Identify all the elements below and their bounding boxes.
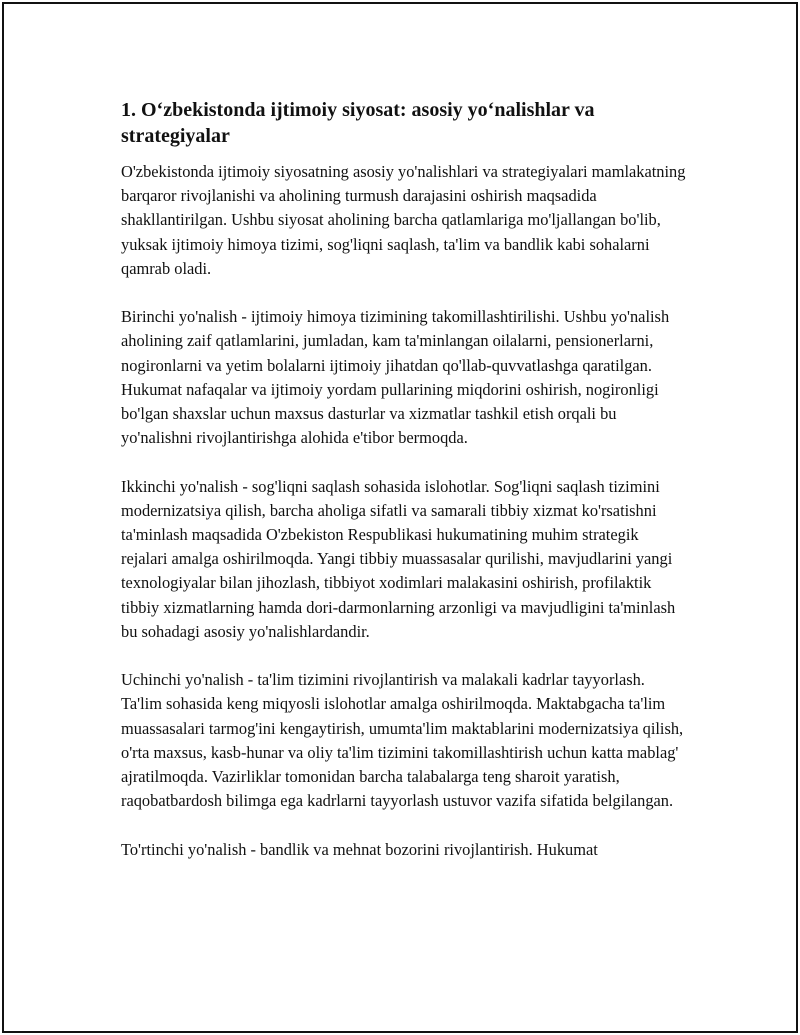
paragraph-intro: O'zbekistonda ijtimoiy siyosatning asosiy yo'nalishlari va strategiyalari mamlakatning barqaror rivojlanishi va aholining turmush darajasini oshirish maqsadida shakllantirilgan. Ushbu siyosat aholining barcha qatlamlariga mo'ljallangan bo'lib, yuksak ijtimoiy himoya tizimi, sog'liqni saqlash, ta'lim va bandlik kabi sohalarni qamrab oladi.: [121, 162, 686, 278]
paragraph-healthcare: Ikkinchi yo'nalish - sog'liqni saqlash sohasida islohotlar. Sog'liqni saqlash tizimini modernizatsiya qilish, barcha aholiga sifatli va samarali tibbiy xizmat ko'rsatishni ta'minlash maqsadida O'zbekiston Respublikasi hukumatining muhim strategik rejalari amalga oshirilmoqda. Yangi tibbiy muassasalar qurilishi, mavjudlarini yangi texnologiyalar bilan jihozlash, tibbiyot xodimlari malakasini oshirish, profilaktik tibbiy xizmatlarning hamda dori-darmonlarning arzonligi va mavjudligini ta'minlash bu sohadagi asosiy yo'nalishlardandir.: [121, 476, 676, 641]
paragraph-employment: To'rtinchi yo'nalish - bandlik va mehnat bozorini rivojlantirish. Hukumat: [121, 839, 598, 859]
document-body: [121, 97, 686, 886]
section-heading: 1. O‘zbekistonda ijtimoiy siyosat: asosiy yo‘nalishlar va strategiyalar: [121, 99, 595, 147]
document-page: [2, 2, 798, 1033]
paragraph-social-protection: Birinchi yo'nalish - ijtimoiy himoya tizimining takomillashtirilishi. Ushbu yo'nalish aholining zaif qatlamlarini, jumladan, kam ta'minlangan oilalarni, pensionerlarni, nogironlarni va yetim bolalarni ijtimoiy jihatdan qo'llab-quvvatlashga qaratilgan. Hukumat nafaqalar va ijtimoiy yordam pullarining miqdorini oshirish, nogironligi bo'lgan shaxslar uchun maxsus dasturlar va xizmatlar tashkil etish orqali bu yo'nalishni rivojlantirishga alohida e'tibor bermoqda.: [121, 307, 670, 448]
paragraph-education: Uchinchi yo'nalish - ta'lim tizimini rivojlantirish va malakali kadrlar tayyorlash. Ta'lim sohasida keng miqyosli islohotlar amalga oshirilmoqda. Maktabgacha ta'lim muassasalari tarmog'ini kengaytirish, umumta'lim maktablarini modernizatsiya qilish, o'rta maxsus, kasb-hunar va oliy ta'lim tizimini takomillashtirish uchun katta mablag' ajratilmoqda. Vazirliklar tomonidan barcha talabalarga teng sharoit yaratish, raqobatbardosh bilimga ega kadrlarni tayyorlash ustuvor vazifa sifatida belgilangan.: [121, 670, 684, 811]
